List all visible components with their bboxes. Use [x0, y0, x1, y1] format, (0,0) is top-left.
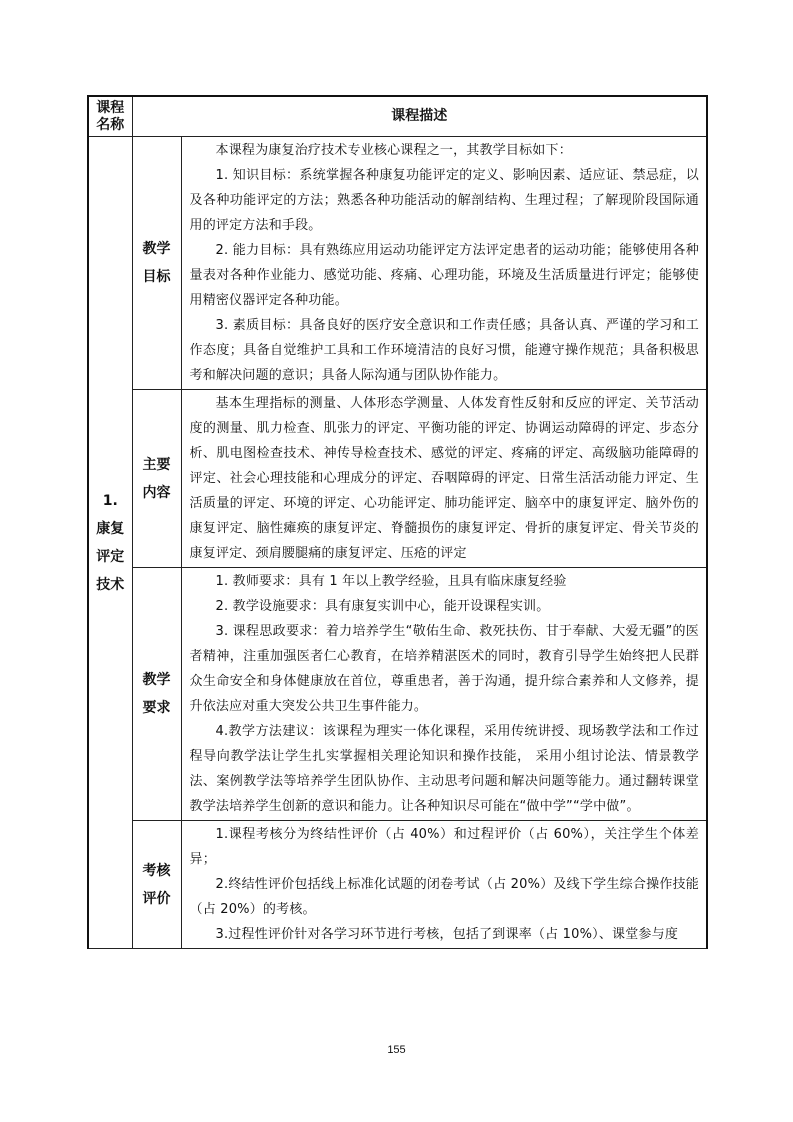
header-course-name: 课程名称: [88, 96, 132, 137]
table-header-row: [88, 96, 707, 137]
header-course-description: 课程描述: [132, 96, 707, 137]
paragraph: 3. 素质目标：具备良好的医疗安全意识和工作责任感；具备认真、严谨的学习和工作态度；具备自觉维护工具和工作环境清洁的良好习惯，能遵守操作规范；具备积极思考和解决问题的意识；具备人际沟通与团队协作能力。: [189, 318, 699, 383]
paragraph: 1. 知识目标：系统掌握各种康复功能评定的定义、影响因素、适应证、禁忌症，以及各种功能评定的方法；熟悉各种功能活动的解剖结构、生理过程；了解现阶段国际通用的评定方法和手段。: [189, 168, 699, 233]
section-desc-objectives: [181, 137, 707, 390]
paragraph: 基本生理指标的测量、人体形态学测量、人体发育性反射和反应的评定、关节活动度的测量、肌力检查、肌张力的评定、平衡功能的评定、协调运动障碍的评定、步态分析、肌电图检查技术、神传导检查技术、感觉的评定、疼痛的评定、高级脑功能障碍的评定、社会心理技能和心理成分的评定、吞咽障碍的评定、日常生活活动能力评定、生活质量的评定、环境的评定、心功能评定、肺功能评定、脑卒中的康复评定、脑外伤的康复评定、脑性瘫痪的康复评定、脊髓损伤的康复评定、骨折的康复评定、骨关节炎的康复评定、颈肩腰腿痛的康复评定、压疮的评定: [189, 396, 699, 561]
section-label-content: 主要内容: [132, 390, 181, 568]
section-desc-assessment: [181, 821, 707, 949]
section-label-assessment: 考核评价: [132, 821, 181, 949]
paragraph: 3. 课程思政要求：着力培养学生“敬佑生命、救死扶伤、甘于奉献、大爱无疆”的医者精神，注重加强医者仁心教育，在培养精湛医术的同时，教育引导学生始终把人民群众生命安全和身体健康放在首位，尊重患者，善于沟通，提升综合素养和人文修养，提升依法应对重大突发公共卫生事件能力。: [189, 624, 699, 714]
paragraph: 2.终结性评价包括线上标准化试题的闭卷考试（占 20%）及线下学生综合操作技能（占 20%）的考核。: [189, 877, 699, 917]
paragraph: 2. 能力目标：具有熟练应用运动功能评定方法评定患者的运动功能；能够使用各种量表对各种作业能力、感觉功能、疼痛、心理功能，环境及生活质量进行评定；能够使用精密仪器评定各种功能。: [189, 243, 699, 308]
course-name-cell: 1. 康复评定技术: [88, 137, 132, 949]
section-desc-requirements: [181, 568, 707, 821]
section-row-requirements: [88, 568, 707, 821]
paragraph: 1.课程考核分为终结性评价（占 40%）和过程评价（占 60%），关注学生个体差异；: [189, 827, 699, 867]
section-row-content: [88, 390, 707, 568]
paragraph: 4.教学方法建议：该课程为理实一体化课程，采用传统讲授、现场教学法和工作过程导向教学法让学生扎实掌握相关理论知识和操作技能， 采用小组讨论法、情景教学法、案例教学法等培养学生团队协作、主动思考问题和解决问题等能力。通过翻转课堂教学法培养学生创新的意识和能力。让各种知识尽可能在“做中学”“学中做”。: [189, 724, 699, 814]
section-label-objectives: 教学目标: [132, 137, 181, 390]
paragraph: 本课程为康复治疗技术专业核心课程之一，其教学目标如下：: [215, 143, 572, 158]
course-table: [87, 95, 708, 949]
section-label-requirements: 教学要求: [132, 568, 181, 821]
page-number: 155: [387, 1044, 406, 1056]
paragraph: 2. 教学设施要求：具有康复实训中心，能开设课程实训。: [215, 599, 550, 614]
section-row-assessment: [88, 821, 707, 949]
section-row-objectives: [88, 137, 707, 390]
paragraph: 1. 教师要求：具有 1 年以上教学经验，且具有临床康复经验: [215, 574, 567, 589]
section-desc-content: [181, 390, 707, 568]
paragraph: 3.过程性评价针对各学习环节进行考核，包括了到课率（占 10%）、课堂参与度: [215, 927, 679, 942]
